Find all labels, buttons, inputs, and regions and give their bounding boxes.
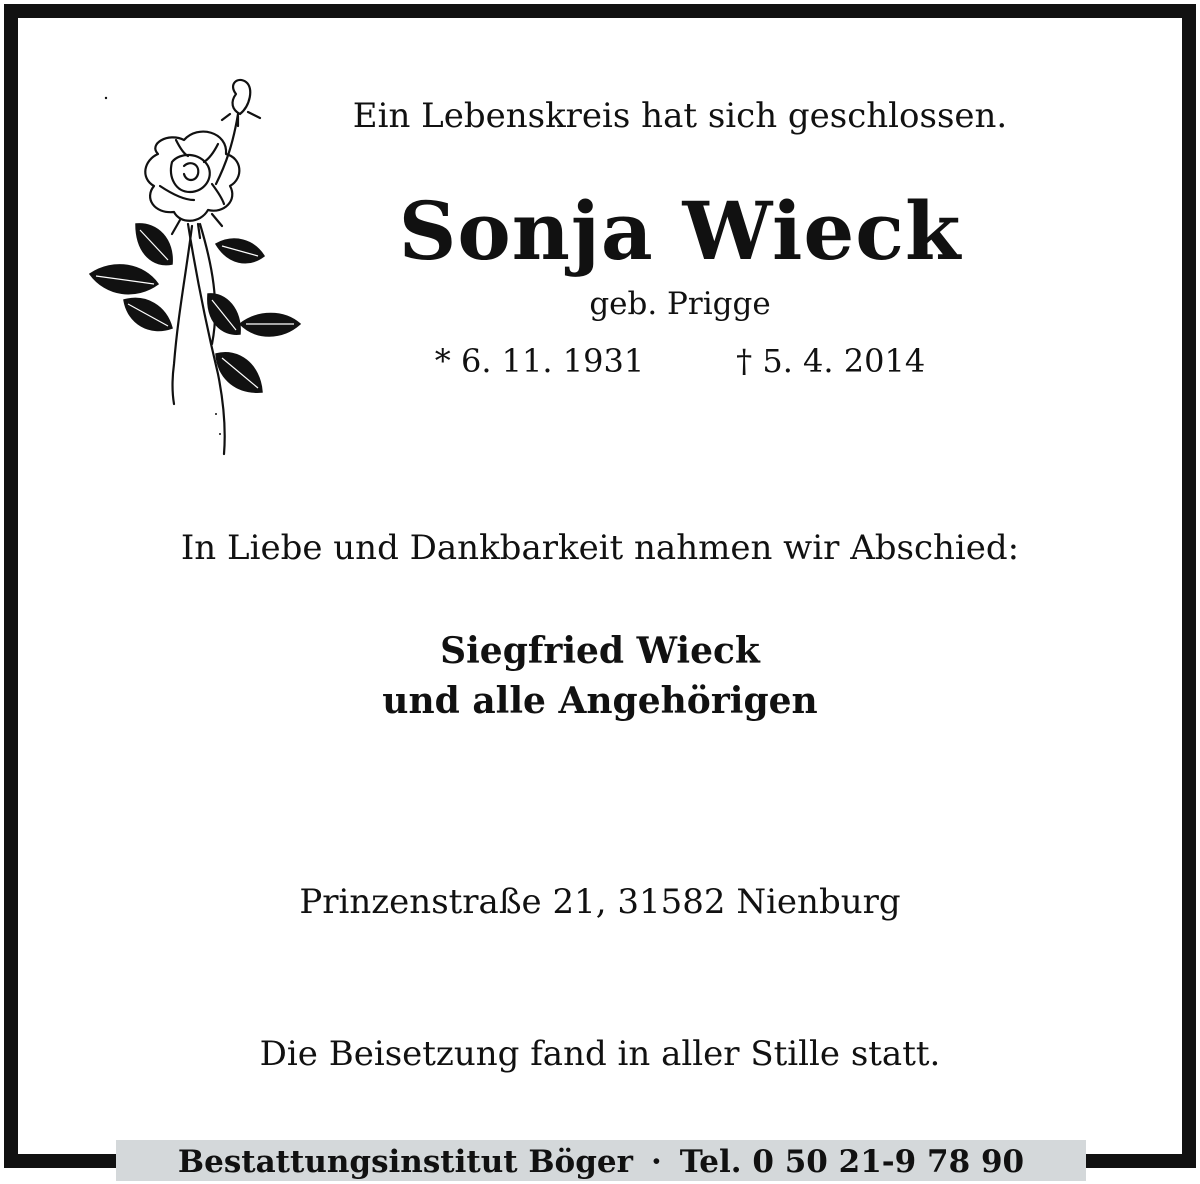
burial-note: Die Beisetzung fand in aller Stille statt. <box>259 1034 941 1074</box>
farewell-line: In Liebe und Dankbarkeit nahmen wir Abschied: <box>180 528 1020 568</box>
footer-separator: · <box>650 1144 662 1180</box>
mourners-block <box>0 626 1200 726</box>
address-line: Prinzenstraße 21, 31582 Nienburg <box>299 882 901 922</box>
intro-line: Ein Lebenskreis hat sich geschlossen. <box>352 96 1008 136</box>
maiden-name: geb. Prigge <box>589 286 771 322</box>
life-dates <box>180 342 1180 380</box>
funeral-home-phone: Tel. 0 50 21-9 78 90 <box>679 1144 1025 1180</box>
funeral-home-footer <box>116 1140 1086 1181</box>
funeral-home-name: Bestattungsinstitut Böger <box>177 1144 633 1180</box>
mourner-name: Siegfried Wieck <box>440 630 760 672</box>
death-date: † 5. 4. 2014 <box>736 342 926 380</box>
mourner-family: und alle Angehörigen <box>382 680 818 722</box>
deceased-name: Sonja Wieck <box>398 184 962 278</box>
birth-date: * 6. 11. 1931 <box>434 342 645 380</box>
